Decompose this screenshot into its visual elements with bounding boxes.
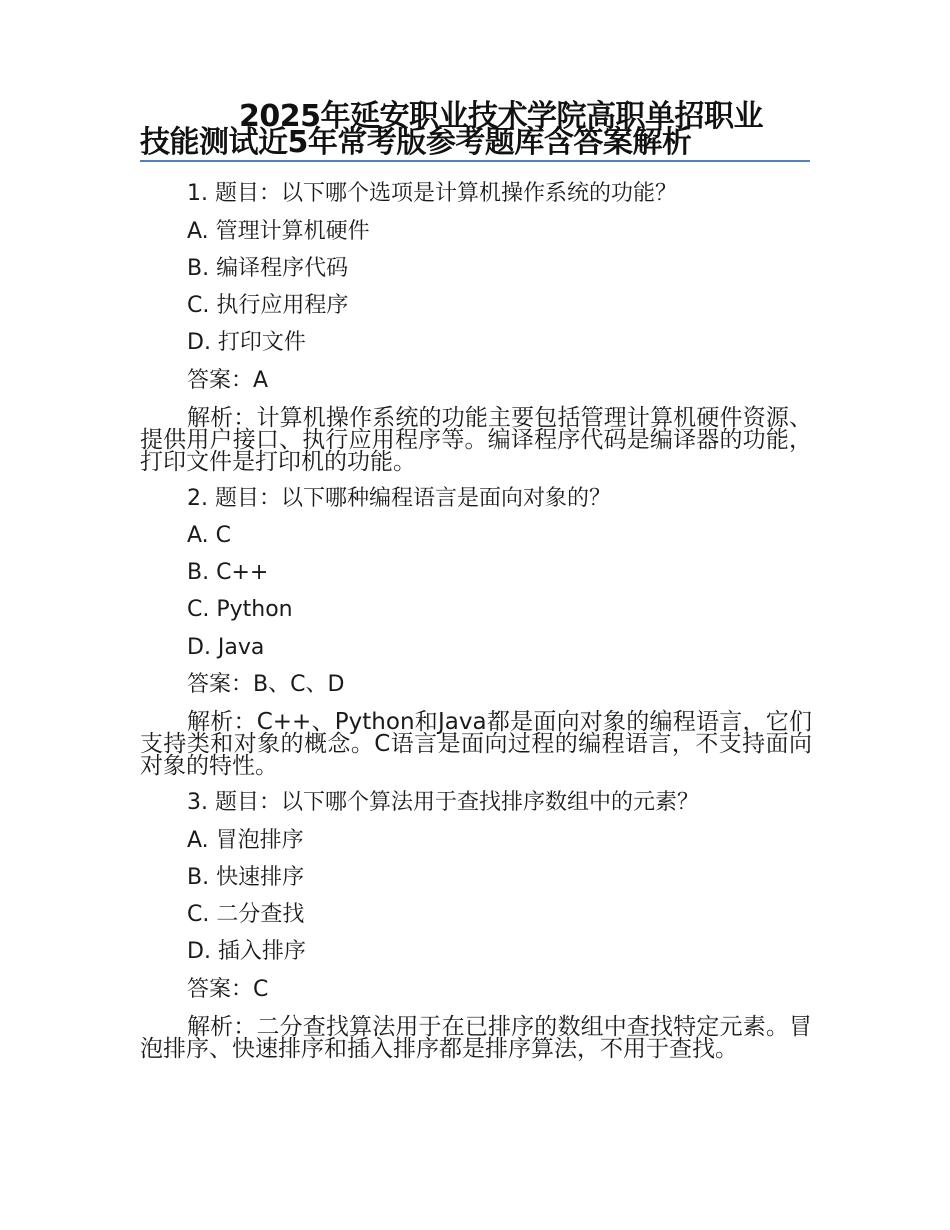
option-d: D. 打印文件 [187, 330, 306, 355]
question-text: 3. 题目：以下哪个算法用于查找排序数组中的元素？ [187, 790, 699, 815]
answer-text: 答案：C [187, 977, 269, 1002]
option-a: A. 管理计算机硬件 [187, 219, 370, 244]
title-line-1: 2025年延安职业技术学院高职单招职业 [239, 99, 763, 134]
option-b: B. 快速排序 [187, 865, 305, 890]
option-b: B. 编译程序代码 [187, 256, 349, 281]
question-text: 1. 题目：以下哪个选项是计算机操作系统的功能？ [187, 181, 677, 206]
document-title [140, 99, 810, 160]
option-a: A. 冒泡排序 [187, 828, 304, 853]
option-c: C. Python [187, 597, 293, 622]
explanation-text: 解析：二分查找算法用于在已排序的数组中查找特定元素。冒泡排序、快速排序和插入排序都是排序算法，不用于查找。 [140, 1014, 812, 1062]
option-a: A. C [187, 523, 232, 548]
question-text: 2. 题目：以下哪种编程语言是面向对象的？ [187, 486, 611, 511]
option-d: D. 插入排序 [187, 939, 306, 964]
option-c: C. 二分查找 [187, 902, 305, 927]
answer-text: 答案：B、C、D [187, 672, 345, 697]
option-b: B. C++ [187, 560, 269, 585]
title-line-2: 技能测试近5年常考版参考题库含答案解析 [140, 125, 692, 160]
option-c: C. 执行应用程序 [187, 293, 349, 318]
title-underline [140, 160, 810, 162]
explanation-text: 解析：C++、Python和Java都是面向对象的编程语言，它们支持类和对象的概念。C语言是面向过程的编程语言，不支持面向对象的特性。 [140, 709, 812, 779]
explanation-text: 解析：计算机操作系统的功能主要包括管理计算机硬件资源、提供用户接口、执行应用程序等。编译程序代码是编译器的功能，打印文件是打印机的功能。 [140, 405, 812, 475]
answer-text: 答案：A [187, 368, 269, 393]
option-d: D. Java [187, 635, 265, 660]
